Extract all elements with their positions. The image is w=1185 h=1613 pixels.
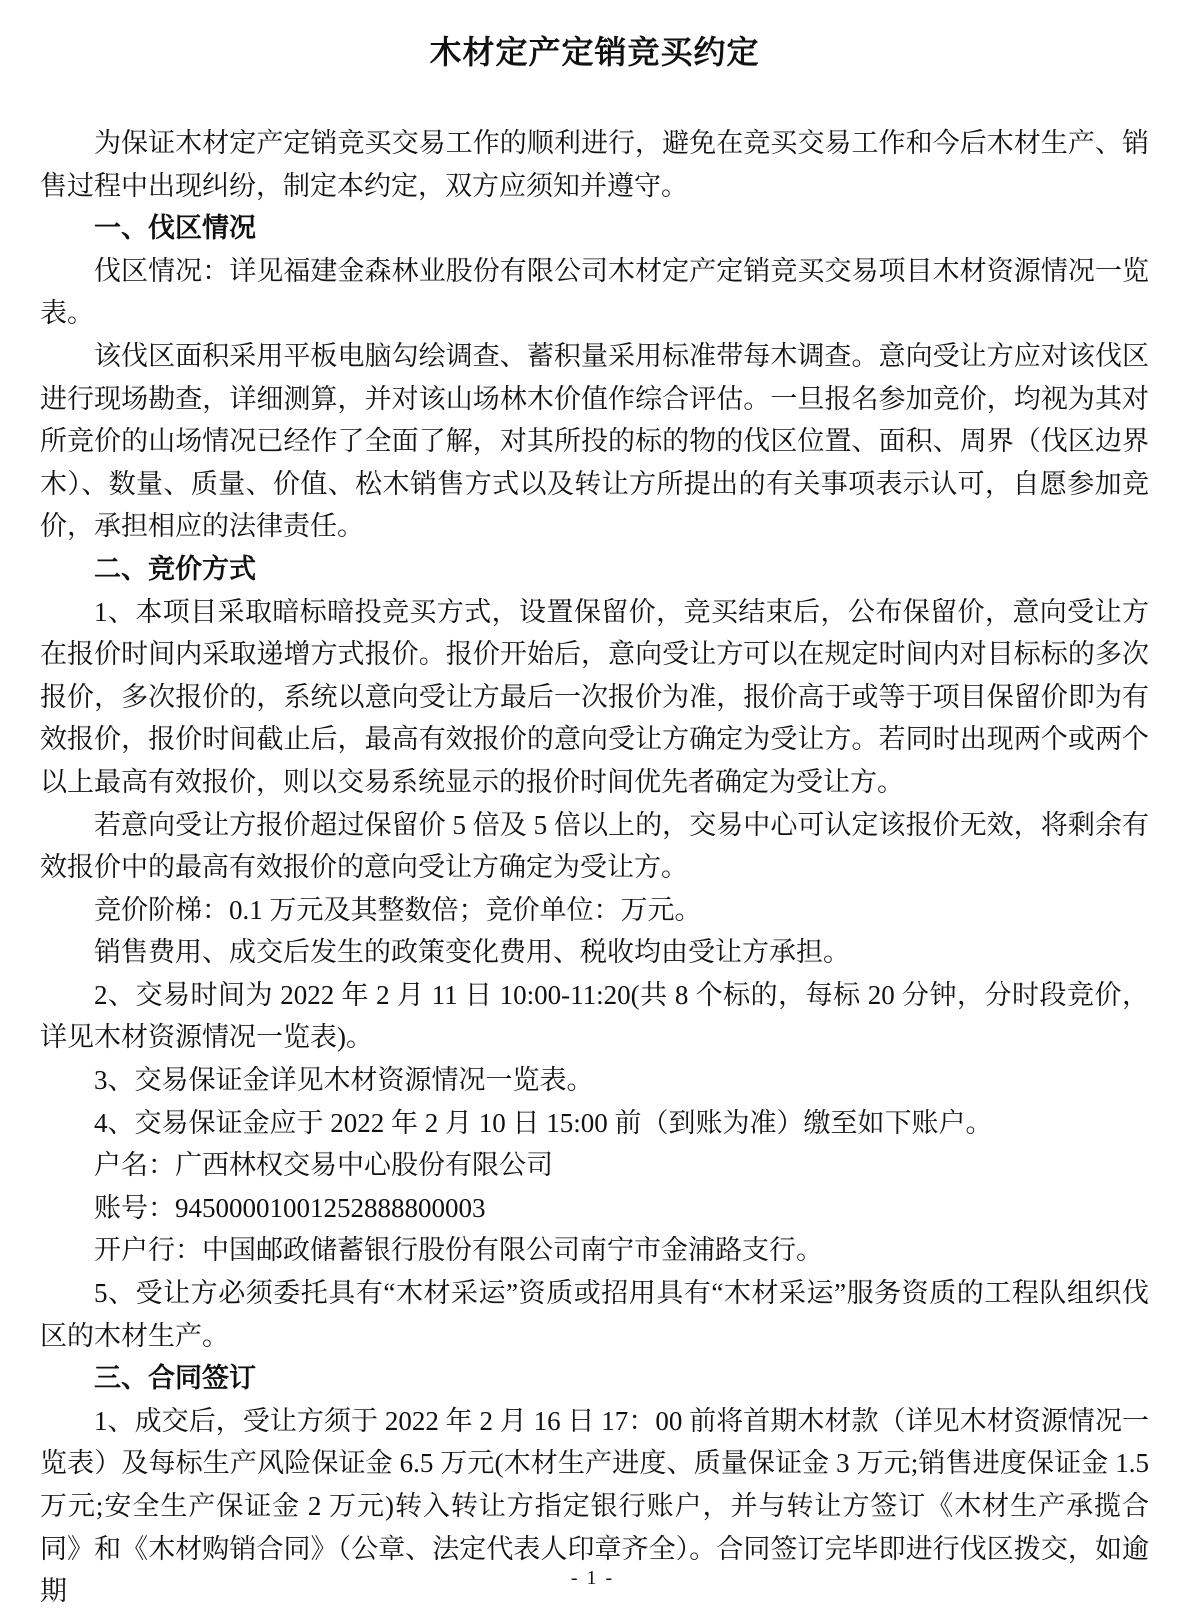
section-heading-3: 三、合同签订 (94, 1363, 256, 1394)
paragraph-deposit-deadline: 4、交易保证金应于 2022 年 2 月 10 日 15:00 前（到账为准）缴至如下账户。 (94, 1107, 993, 1138)
paragraph-bank-branch: 开户行：中国邮政储蓄银行股份有限公司南宁市金浦路支行。 (94, 1235, 823, 1266)
paragraph-cutting-area-2: 该伐区面积采用平板电脑勾绘调查、蓄积量采用标准带每木调查。意向受让方应对该伐区进行现场勘查，详细测算，并对该山场林木价值作综合评估。一旦报名参加竞价，均视为其对所竞价的山场情况已经作了全面了解，对其所投的标的物的伐区位置、面积、周界（伐区边界木）、数量、质量、价值、松木销售方式以及转让方所提出的有关事项表示认可，自愿参加竞价，承担相应的法律责任。 (40, 340, 1149, 542)
paragraph-fees: 销售费用、成交后发生的政策变化费用、税收均由受让方承担。 (94, 937, 850, 968)
paragraph-bidding-method-1: 1、本项目采取暗标暗投竞买方式，设置保留价，竞买结束后，公布保留价，意向受让方在报价时间内采取递增方式报价。报价开始后，意向受让方可以在规定时间内对目标标的多次报价，多次报价的，系统以意向受让方最后一次报价为准，报价高于或等于项目保留价即为有效报价，报价时间截止后，最高有效报价的意向受让方确定为受让方。若同时出现两个或两个以上最高有效报价，则以交易系统显示的报价时间优先者确定为受让方。 (40, 596, 1149, 797)
paragraph-intro: 为保证木材定产定销竞买交易工作的顺利进行，避免在竞买交易工作和今后木材生产、销售过程中出现纠纷，制定本约定，双方应须知并遵守。 (40, 128, 1149, 201)
document-title: 木材定产定销竞买约定 (429, 34, 760, 70)
paragraph-account-name: 户名：广西林权交易中心股份有限公司 (94, 1150, 553, 1181)
paragraph-trade-time: 2、交易时间为 2022 年 2 月 11 日 10:00-11:20(共 8 个标的，每标 20 分钟，分时段竞价，详见木材资源情况一览表)。 (40, 979, 1149, 1053)
section-heading-2: 二、竞价方式 (94, 553, 256, 584)
paragraph-contract-signing: 1、成交后，受让方须于 2022 年 2 月 16 日 17：00 前将首期木材款（详见木材资源情况一览表）及每标生产风险保证金 6.5 万元(木材生产进度、质量保证金 3 万元;销售进度保证金 1.5 万元;安全生产保证金 2 万元)转入转让方指定银行账户，并与转让方签订《木材生产承揽合同》和《木材购销合同》（公章、法定代表人印章齐全）。合同签订完毕即进行伐区拨交，如逾期 (40, 1405, 1149, 1607)
paragraph-cutting-area-1: 伐区情况：详见福建金森林业股份有限公司木材定产定销竞买交易项目木材资源情况一览表。 (40, 255, 1149, 329)
section-heading-1: 一、伐区情况 (94, 213, 256, 244)
paragraph-bid-increment: 竞价阶梯：0.1 万元及其整数倍；竞价单位：万元。 (94, 894, 702, 925)
paragraph-deposit-list: 3、交易保证金详见木材资源情况一览表。 (94, 1065, 594, 1096)
paragraph-qualification: 5、受让方必须委托具有“木材采运”资质或招用具有“木材采运”服务资质的工程队组织伐区的木材生产。 (40, 1278, 1149, 1351)
page-number: - 1 - (570, 1567, 615, 1589)
paragraph-account-number: 账号：94500001001252888800003 (94, 1192, 486, 1223)
paragraph-bidding-method-2: 若意向受让方报价超过保留价 5 倍及 5 倍以上的，交易中心可认定该报价无效，将剩余有效报价中的最高有效报价的意向受让方确定为受让方。 (40, 809, 1149, 883)
